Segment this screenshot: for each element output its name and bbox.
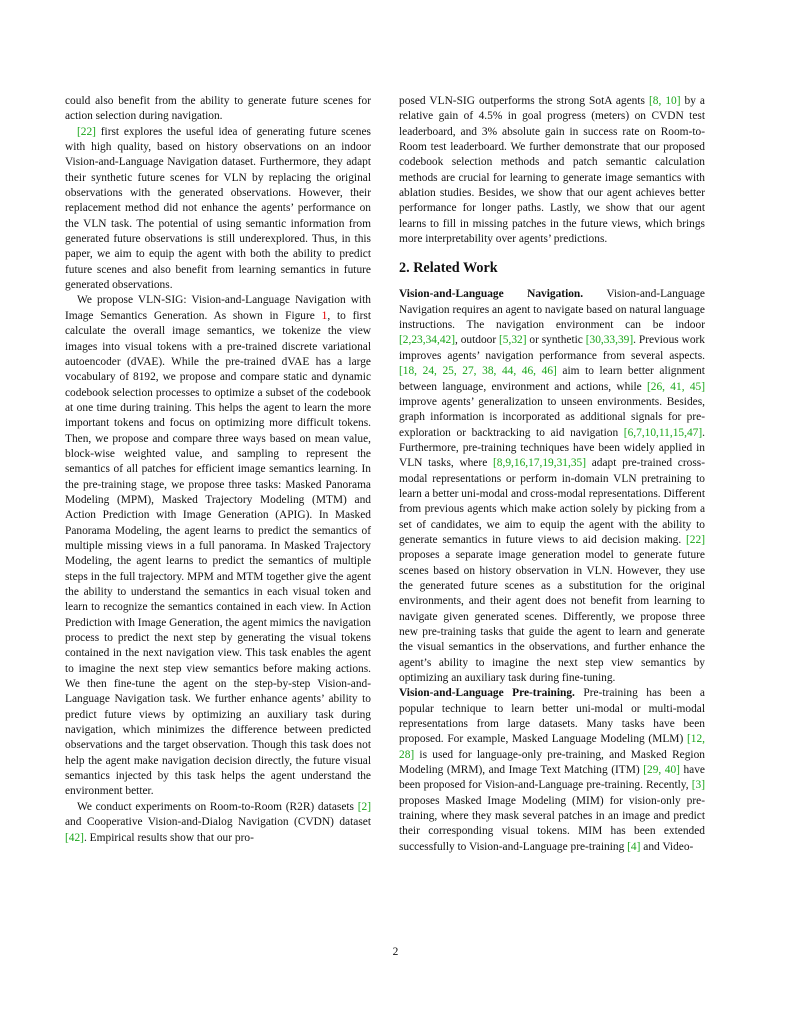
text-run: . Empirical results show that our pro- <box>83 831 254 844</box>
left-column <box>65 94 371 846</box>
text-run: Pre-training has been a popular technique to learn better uni-modal or multi-modal representations from large datasets. Many tasks have been proposed. For example, Masked Language Modeling (MLM) <box>399 687 705 746</box>
section-heading: 2. Related Work <box>399 260 498 277</box>
text-run: or synthetic <box>526 334 586 347</box>
text-run: . Previous work improves agents’ navigation performance from several aspects. <box>399 334 706 362</box>
paragraph <box>65 94 371 125</box>
text-run: , outdoor <box>455 334 499 347</box>
citation-link[interactable]: [4] <box>627 840 641 853</box>
paragraph-heading: Vision-and-Language Pre-training. <box>399 687 575 700</box>
citation-link[interactable]: [8, 10] <box>648 95 681 107</box>
text-run: , to first calculate the overall image semantics, we tokenize the view images into visual tokens with a pre-trained discrete variational autoencoder (dVAE). While the pre-trained dVAE has a large vocabulary of 8192, we propose and compare static and dynamic codebook selection processes to optimize a subset of the codebook at one time during training. This helps the agent to learn the more important tokens and focus on optimizing more difficult tokens. Then, we propose and compare three ways based on mean value, block-wise weighted value, and sampling to represent the semantics of all patches for efficient image semantics learning. In the pre-training stage, we propose three tasks: Masked Panorama Modeling (MPM), Masked Trajectory Modeling (MTM) and Action Prediction with Image Generation (APIG). In Masked Panorama Modeling, the agent learns to predict the semantics of multiple missing views in a full panorama. In Masked Trajectory Modeling, the agent learns to predict the semantics of multiple steps in the full trajectory. MPM and MTM together give the agent the ability to understand the semantics in each visual token and learn to recognize the semantics contained in each view. In Action Prediction with Image Generation, the agent mimics the navigation process to predict the next step by generating the visual tokens contained in the next navigation view. This task enables the agent to imagine the next step view semantics before making actions. We then fine-tune the agent on the step-by-step Vision-and-Language Navigation task. We further enhance agents’ ability to predict future views by optimizing an auxiliary task during navigation, which minimizes the difference between predicted observations and the target observation. Though this task does not help the agent make navigation decision directly, the future visual semantics injected by this task helps the agent understand the environment better. <box>65 309 371 798</box>
text-run: have been proposed for Vision-and-Language pre-training. Recently, <box>399 764 705 792</box>
citation-link[interactable]: [26, 41, 45] <box>647 380 706 393</box>
text-run: aim to learn better alignment between language, environment and actions, while <box>399 365 705 393</box>
text-run: posed VLN-SIG outperforms the strong SotA agents <box>399 95 649 107</box>
citation-link[interactable]: [30,33,39] <box>585 334 634 347</box>
paragraph <box>65 293 371 799</box>
text-run: Vision-and-Language Navigation requires an agent to navigate based on natural language instructions. The navigation environment can be indoor <box>399 288 705 332</box>
text-run: We conduct experiments on Room-to-Room (R2R) datasets <box>77 800 358 813</box>
citation-link[interactable]: [22] <box>686 533 705 546</box>
paragraph <box>399 94 705 247</box>
paragraph-vln <box>399 287 705 686</box>
text-run: is used for language-only pre-training, and Masked Region Modeling (MRM), and Image Text Matching (ITM) <box>399 748 705 777</box>
paragraph-body <box>399 687 705 852</box>
citation-link[interactable]: [5,32] <box>499 334 527 347</box>
citation-link[interactable]: [18, 24, 25, 27, 38, 44, 46, 46] <box>399 365 557 378</box>
page-number: 2 <box>392 946 399 958</box>
citation-link[interactable]: [2,23,34,42] <box>399 334 455 347</box>
text-run: could also benefit from the ability to generate future scenes for action selection during navigation. <box>65 95 371 123</box>
text-run: and Video- <box>640 840 694 853</box>
paragraph <box>65 800 371 846</box>
citation-link[interactable]: [22] <box>77 125 96 138</box>
right-column <box>399 94 705 855</box>
paragraph <box>65 125 371 294</box>
citation-link[interactable]: [2] <box>357 800 371 813</box>
figure-ref-link[interactable]: 1 <box>321 309 328 322</box>
text-run: proposes Masked Image Modeling (MIM) for vision-only pre-training, where they mask several patches in an image and predict their corresponding visual tokens. MIM has been extended successfully to Vision-and-Language pre-training <box>399 794 705 853</box>
citation-link[interactable]: [3] <box>691 779 705 792</box>
citation-link[interactable]: [6,7,10,11,15,47] <box>623 426 703 439</box>
paragraph-vlp <box>399 686 705 855</box>
text-run: proposes a separate image generation model to generate future scenes based on history observation in VLN. However, they use the generated future scenes as a substitution for the original environments, and their agent does not benefit from learning to navigate given generated scenes. Differently, we propose three new pre-training tasks that guide the agent to learn and generate the visual semantics in the observations, and further enhance the agent’s ability to imagine the next step view semantics by optimizing an auxiliary task during fine-tuning. <box>399 549 705 685</box>
text-run: adapt pre-trained cross-modal representations or perform in-domain VLN pretraining to learn a better uni-modal and cross-modal representations. Different from previous agents which make action solely by picking from a set of candidates, we aim to equip the agent with the ability to generate semantics in future views to aid decision making. <box>399 457 705 546</box>
citation-link[interactable]: [12, 28] <box>399 733 705 761</box>
text-run: and Cooperative Vision-and-Dialog Navigation (CVDN) dataset <box>65 816 371 829</box>
text-run: by a relative gain of 4.5% in goal progress (meters) on CVDN test leaderboard, and 3% absolute gain in success rate on Room-to-Room test leaderboard. We further demonstrate that our proposed codebook selection methods and patch semantic calculation methods are crucial for learning to generate image semantics with ablation studies. Besides, we show that our agent achieves better performance for longer paths. Lastly, we show that our agent learns to fill in missing patches in the future views, which brings more interpretability over agents’ predictions. <box>399 95 705 246</box>
citation-link[interactable]: [42] <box>65 831 84 844</box>
paragraph-body <box>399 288 705 684</box>
paragraph-heading: Vision-and-Language Navigation. <box>399 288 584 301</box>
text-run: We propose VLN-SIG: Vision-and-Language Navigation with Image Semantics Generation. As shown in Figure <box>65 294 371 322</box>
citation-link[interactable]: [8,9,16,17,19,31,35] <box>493 457 587 470</box>
citation-link[interactable]: [29, 40] <box>643 764 680 777</box>
text-run: . Furthermore, pre-training techniques have been widely applied in VLN tasks, where <box>399 426 705 470</box>
text-run: improve agents’ generalization to unseen environments. Besides, graph information is incorporated as additional signals for pre-exploration or backtracking to aid navigation <box>399 395 705 439</box>
text-run: first explores the useful idea of generating future scenes with high quality, based on history observations on an indoor Vision-and-Language Navigation dataset. Furthermore, they adapt their synthetic future scenes for VLN by replacing the original observations with the generated observations. However, their replacement method did not enhance the agents’ performance on the VLN task. The potential of using semantic information from generated future observations is still underexplored. Thus, in this paper, we aim to equip the agent with both the ability to predict future scenes and also benefit from learning semantics in future generated observations. <box>65 125 371 292</box>
